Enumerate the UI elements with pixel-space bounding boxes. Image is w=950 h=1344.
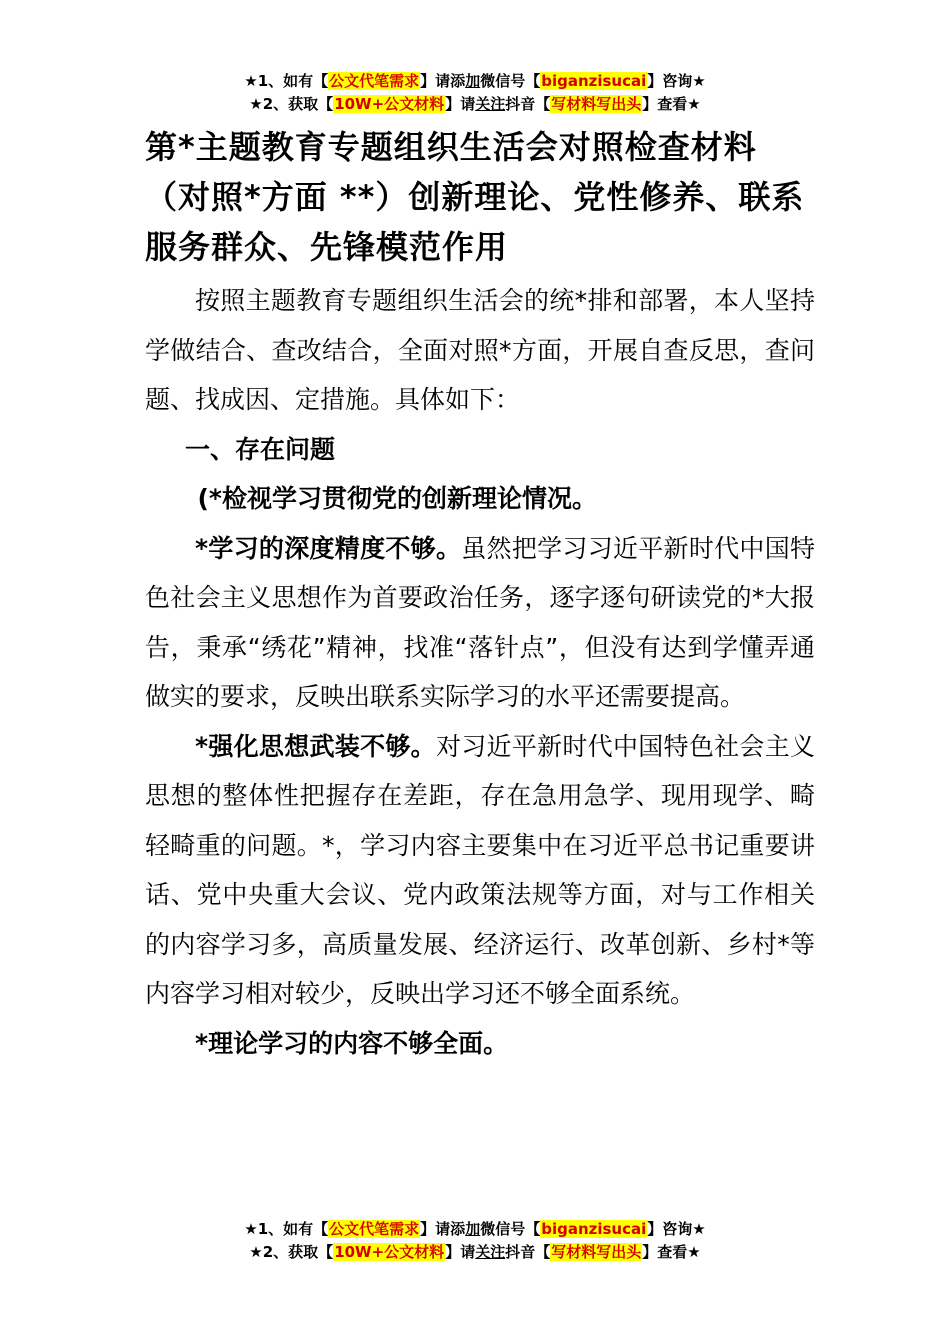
promo-highlight: biganzisucai [541,72,647,90]
promo-highlight: 10W+公文材料 [334,95,445,113]
promo-text: 】请添 [420,1220,466,1238]
promo-highlight: biganzisucai [541,1220,647,1238]
promo-highlight: 写材料写出头 [551,95,642,113]
document-body [145,122,815,1068]
promo-highlight: 公文代笔需求 [329,1220,420,1238]
promo-underline: 加 [465,72,481,90]
point-lead: *强化思想武装不够。 [195,731,436,761]
promo-text: 】咨询★ [647,72,706,90]
promo-line-1 [0,1218,950,1241]
promo-text: 】请添 [420,72,466,90]
document-title: 第*主题教育专题组织生活会对照检查材料（对照*方面 **）创新理论、党性修养、联系服务群众、先锋模范作用 [145,128,805,266]
promo-text: ★1、如有【 [244,72,329,90]
promo-highlight: 写材料写出头 [551,1243,642,1261]
intro-paragraph: 按照主题教育专题组织生活会的统*排和部署，本人坚持学做结合、查改结合，全面对照*方面，开展自查反思，查问题、找成因、定措施。具体如下： [145,286,815,414]
point-text: 虽然把学习习近平新时代中国特色社会主义思想作为首要政治任务，逐字逐句研读党的*大报告，秉承“绣花”精神，找准“落针点”，但没有达到学懂弄通做实的要求，反映出联系实际学习的水平还需要提高。 [145,533,815,711]
promo-footer [0,1218,950,1264]
promo-line-2 [0,93,950,116]
promo-text: 】查看★ [642,95,701,113]
promo-header [0,70,950,116]
promo-text: 】请 [445,95,476,113]
promo-line-2 [0,1241,950,1264]
promo-underline: 关注 [475,1243,506,1261]
promo-highlight: 10W+公文材料 [334,1243,445,1261]
promo-line-1 [0,70,950,93]
promo-text: ★2、获取【 [249,1243,334,1261]
promo-underline: 加 [465,1220,481,1238]
promo-text: 】查看★ [642,1243,701,1261]
promo-text: 】请 [445,1243,476,1261]
promo-text: ★1、如有【 [244,1220,329,1238]
point-paragraph [145,524,815,722]
promo-text: 微信号【 [480,72,541,90]
point-lead: *理论学习的内容不够全面。 [195,1028,509,1058]
point-text: 对习近平新时代中国特色社会主义思想的整体性把握存在差距，存在急用急学、现用现学、畸轻畸重的问题。*，学习内容主要集中在习近平总书记重要讲话、党中央重大会议、党内政策法规等方面，对与工作相关的内容学习多，高质量发展、经济运行、改革创新、乡村*等内容学习相对较少，反映出学习还不够全面系统。 [145,731,815,1008]
subsection-heading: (*检视学习贯彻党的创新理论情况。 [197,484,598,513]
promo-text: 微信号【 [480,1220,541,1238]
promo-text: 】咨询★ [647,1220,706,1238]
point-lead: *学习的深度精度不够。 [195,533,462,563]
promo-text: 抖音【 [505,95,551,113]
point-paragraph [145,1019,815,1069]
promo-text: ★2、获取【 [249,95,334,113]
promo-underline: 关注 [475,95,506,113]
point-paragraph [145,722,815,1019]
promo-highlight: 公文代笔需求 [329,72,420,90]
section-heading: 一、存在问题 [185,434,336,464]
promo-text: 抖音【 [505,1243,551,1261]
